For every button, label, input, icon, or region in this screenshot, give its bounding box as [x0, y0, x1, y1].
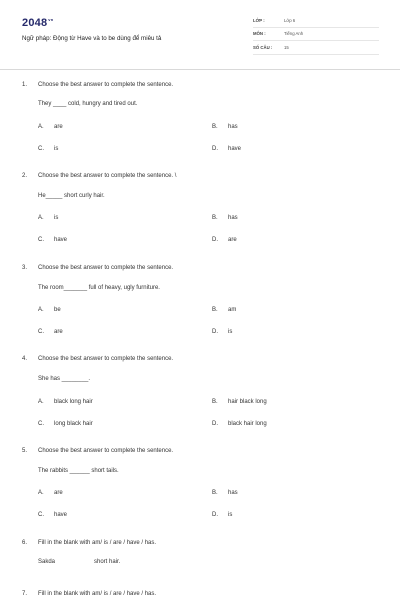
option-b[interactable]: B. has: [212, 215, 238, 221]
option-d[interactable]: D. have: [212, 146, 242, 152]
meta-value-count: 15: [284, 45, 289, 50]
option-c[interactable]: C. is: [38, 146, 59, 152]
question-prompt: Fill in the blank with am/ is / are / have / has.: [38, 591, 157, 597]
meta-divider: [253, 54, 379, 55]
option-a[interactable]: A. be: [38, 307, 61, 313]
logo-text: 2048: [22, 17, 48, 29]
logo-suffix: vn: [48, 17, 54, 22]
question-prompt: Choose the best answer to complete the sentence. \: [38, 173, 177, 179]
meta-label-subject: MÔN :: [253, 31, 266, 36]
option-b[interactable]: B. hair black long: [212, 399, 267, 405]
option-b[interactable]: B. am: [212, 307, 237, 313]
question-prompt: Choose the best answer to complete the sentence.: [38, 448, 174, 454]
question-sentence: He_____ short curly hair.: [38, 193, 105, 199]
question-prompt: Choose the best answer to complete the sentence.: [38, 265, 174, 271]
option-d[interactable]: D. black hair long: [212, 421, 267, 427]
question-number: 5.: [22, 448, 28, 454]
question-sentence: Sakda: [38, 559, 56, 565]
document-title: Ngữ pháp: Động từ Have và to be dùng để miêu tả: [22, 35, 162, 42]
option-d[interactable]: D. is: [212, 329, 233, 335]
question-sentence-tail: short hair.: [94, 559, 121, 565]
meta-value-subject: Tiếng Anh: [284, 31, 304, 36]
question-number: 3.: [22, 265, 28, 271]
option-c[interactable]: C. have: [38, 512, 68, 518]
option-c[interactable]: C. have: [38, 237, 68, 243]
meta-label-class: LỚP :: [253, 18, 265, 23]
question-prompt: Choose the best answer to complete the sentence.: [38, 356, 174, 362]
question-prompt: Choose the best answer to complete the sentence.: [38, 82, 174, 88]
option-c[interactable]: C. are: [38, 329, 63, 335]
option-d[interactable]: D. is: [212, 512, 233, 518]
question-sentence: They ____ cold, hungry and tired out.: [38, 101, 138, 107]
option-a[interactable]: A. is: [38, 215, 59, 221]
option-b[interactable]: B. has: [212, 124, 238, 130]
question-number: 1.: [22, 82, 28, 88]
question-number: 6.: [22, 540, 28, 546]
meta-value-class: Lớp 6: [284, 18, 296, 23]
question-sentence: She has ________.: [38, 376, 91, 382]
logo: [22, 17, 53, 29]
question-number: 4.: [22, 356, 28, 362]
meta-divider: [253, 40, 379, 41]
question-sentence: The room_______ full of heavy, ugly furniture.: [38, 285, 160, 291]
meta-divider: [253, 27, 379, 28]
option-a[interactable]: A. black long hair: [38, 399, 93, 405]
header-divider: [0, 69, 400, 70]
option-d[interactable]: D. are: [212, 237, 237, 243]
question-number: 7.: [22, 591, 28, 597]
question-number: 2.: [22, 173, 28, 179]
option-c[interactable]: C. long black hair: [38, 421, 93, 427]
meta-label-count: SỐ CÂU :: [253, 45, 273, 50]
question-prompt: Fill in the blank with am/ is / are / have / has.: [38, 540, 157, 546]
option-a[interactable]: A. are: [38, 124, 63, 130]
option-b[interactable]: B. has: [212, 490, 238, 496]
option-a[interactable]: A. are: [38, 490, 63, 496]
question-sentence: The rabbits ______ short tails.: [38, 468, 119, 474]
